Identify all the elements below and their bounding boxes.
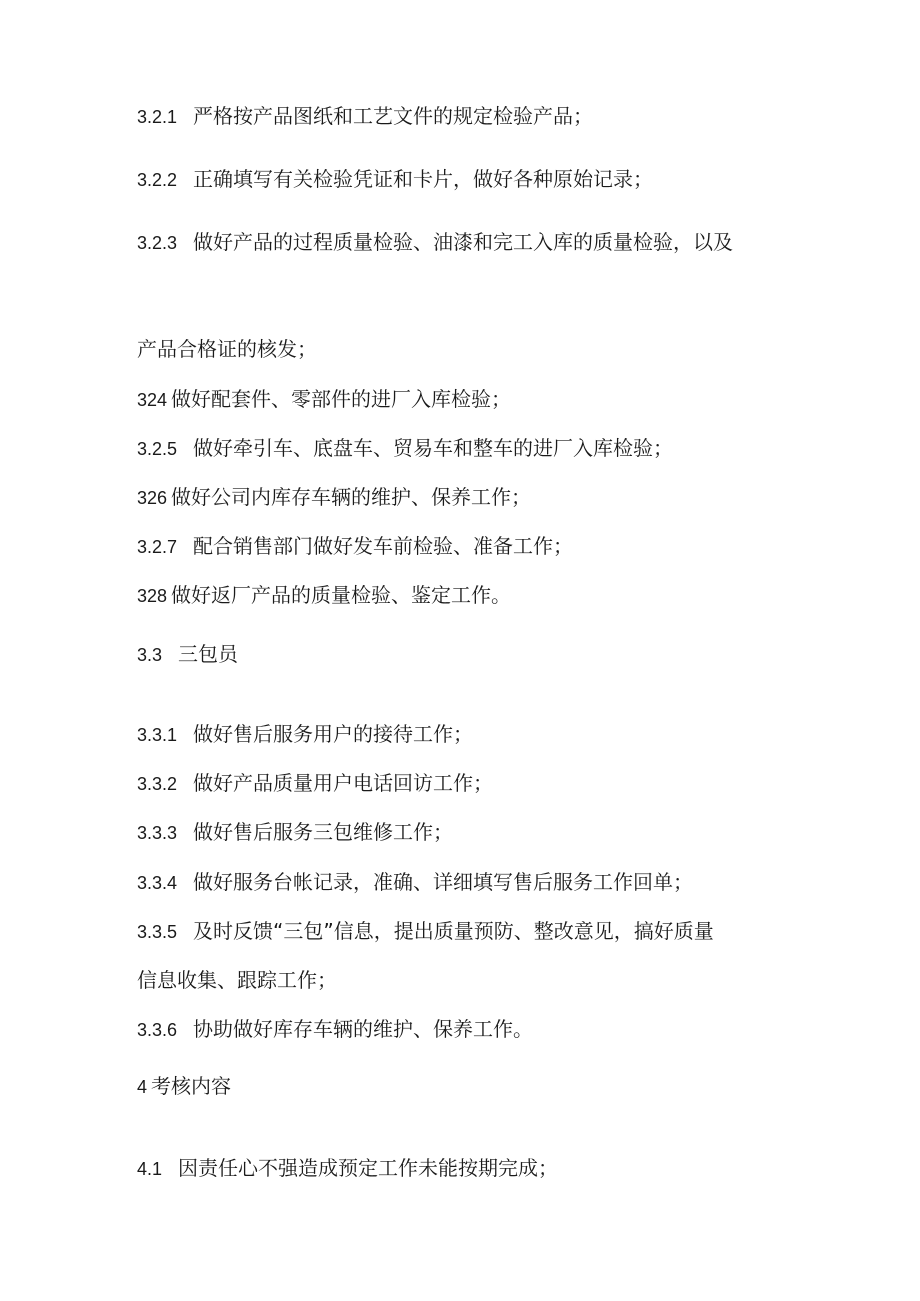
- clause-number: 3.3.4: [137, 873, 178, 893]
- text-line-3-2-2: [137, 165, 653, 194]
- text-line-3-3-4: [137, 868, 693, 897]
- section-title: 考核内容: [151, 1074, 232, 1098]
- clause-text: 协助做好库存车辆的维护、保养工作。: [193, 1017, 534, 1041]
- text-line-3-2-4: [137, 385, 511, 414]
- clause-number: 3.2.1: [137, 107, 178, 127]
- clause-text: 做好牵引车、底盘车、贸易车和整车的进厂入库检验；: [193, 436, 674, 460]
- text-line-3-3-3: [137, 818, 453, 847]
- clause-number: 4.1: [137, 1159, 163, 1179]
- text-line-3-2-3-continued: [137, 335, 317, 363]
- clause-text: 配合销售部门做好发车前检验、准备工作；: [193, 534, 574, 558]
- clause-number: 324: [137, 390, 168, 410]
- clause-number: 3.3.6: [137, 1020, 178, 1040]
- clause-text: 做好公司内库存车辆的维护、保养工作；: [171, 485, 532, 509]
- clause-number: 3.3.2: [137, 774, 178, 794]
- clause-text: 产品合格证的核发；: [137, 337, 317, 361]
- clause-number: 3.3.5: [137, 922, 178, 942]
- clause-number: 3.2.3: [137, 233, 178, 253]
- clause-number: 326: [137, 488, 168, 508]
- clause-text: 做好产品质量用户电话回访工作；: [193, 771, 494, 795]
- text-line-4-1: [137, 1154, 558, 1183]
- section-number: 4: [137, 1077, 148, 1097]
- clause-number: 3.2.5: [137, 439, 178, 459]
- text-line-3-3-5: [137, 917, 714, 946]
- clause-text: 做好售后服务三包维修工作；: [193, 820, 454, 844]
- clause-text: 做好服务台帐记录，准确、详细填写售后服务工作回单；: [193, 870, 694, 894]
- clause-text: 严格按产品图纸和工艺文件的规定检验产品；: [193, 104, 594, 128]
- section-title: 三包员: [178, 642, 239, 666]
- clause-text: 正确填写有关检验凭证和卡片，做好各种原始记录；: [193, 167, 654, 191]
- clause-text: 及时反馈“三包”信息，提出质量预防、整改意见，搞好质量: [193, 919, 714, 943]
- text-line-3-3-1: [137, 720, 473, 749]
- text-line-3-2-3: [137, 228, 733, 257]
- clause-text: 做好售后服务用户的接待工作；: [193, 722, 474, 746]
- clause-number: 3.3.1: [137, 725, 178, 745]
- text-line-3-3-6: [137, 1015, 533, 1044]
- text-line-3-2-1: [137, 102, 593, 131]
- text-line-3-2-8: [137, 581, 511, 610]
- clause-text: 做好配套件、零部件的进厂入库检验；: [171, 387, 512, 411]
- section-number: 3.3: [137, 645, 163, 665]
- section-heading-4: [137, 1072, 231, 1101]
- clause-number: 328: [137, 586, 168, 606]
- clause-number: 3.2.7: [137, 537, 178, 557]
- clause-text: 做好产品的过程质量检验、油漆和完工入库的质量检验，以及: [193, 230, 734, 254]
- clause-text: 因责任心不强造成预定工作未能按期完成；: [178, 1156, 559, 1180]
- section-heading-3-3: [137, 640, 238, 669]
- clause-text: 做好返厂产品的质量检验、鉴定工作。: [171, 583, 512, 607]
- text-line-3-2-6: [137, 483, 531, 512]
- text-line-3-2-5: [137, 434, 673, 463]
- clause-number: 3.2.2: [137, 170, 178, 190]
- text-line-3-2-7: [137, 532, 573, 561]
- text-line-3-3-5-continued: [137, 966, 337, 994]
- clause-number: 3.3.3: [137, 823, 178, 843]
- clause-text: 信息收集、跟踪工作；: [137, 968, 337, 992]
- text-line-3-3-2: [137, 769, 493, 798]
